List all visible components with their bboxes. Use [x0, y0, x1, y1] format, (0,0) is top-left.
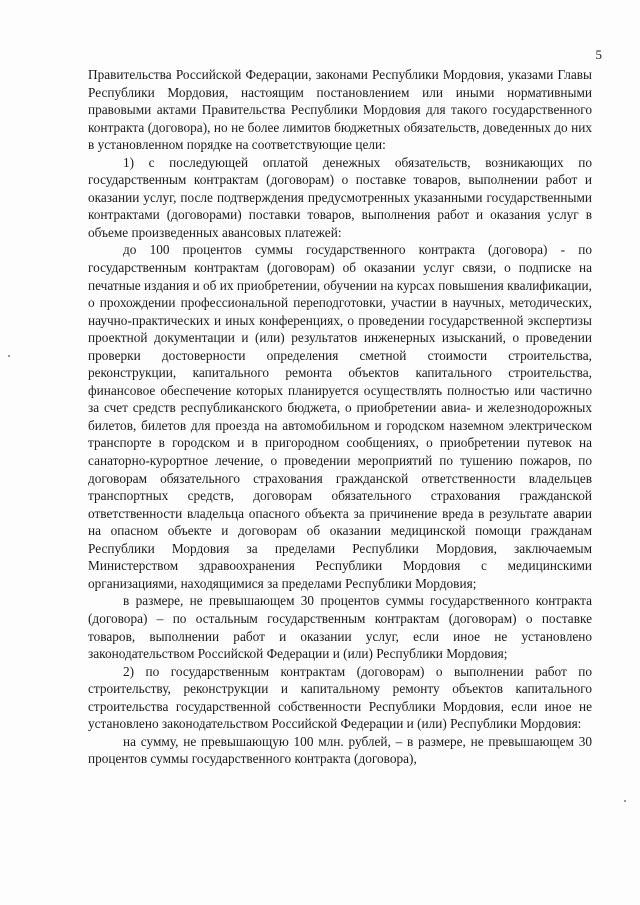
document-body: [88, 66, 592, 768]
page-number: 5: [595, 47, 602, 62]
paragraph-item-2: 2) по государственным контрактам (договорам) о выполнении работ по строительству, реконструкции и капитальному ремонту объектов капитального строительства государственной собственности Республики Мордовия, если иное не установлено законодательством Российской Федерации и (или) Республики Мордовия:: [88, 663, 592, 732]
paragraph-up-to-100-percent: до 100 процентов суммы государственного контракта (договора) - по государственным контрактам (договорам) об оказании услуг связи, о подписке на печатные издания и об их приобретении, обучении на курсах повышения квалификации, о прохождении профессиональной переподготовки, участии в научных, методических, научно-практических и иных конференциях, о проведении государственной экспертизы проектной документации и (или) результатов инженерных изысканий, о проведении проверки достоверности определения сметной стоимости строительства, реконструкции, капитального ремонта объектов капитального строительства, финансовое обеспечение которых планируется осуществлять полностью или частично за счет средств республиканского бюджета, о приобретении авиа- и железнодорожных билетов, билетов для проезда на автомобильном и городском наземном электрическом транспорте в городском и в пригородном сообщениях, о приобретении путевок на санаторно-курортное лечение, о проведении мероприятий по тушению пожаров, по договорам обязательного страхования гражданской ответственности владельцев транспортных средств, договорам обязательного страхования гражданской ответственности владельца опасного объекта за причинение вреда в результате аварии на опасном объекте и договорам об оказании медицинской помощи гражданам Республики Мордовия за пределами Республики Мордовия, заключаемым Министерством здравоохранения Республики Мордовия с медицинскими организациями, находящимися за пределами Республики Мордовия;: [88, 242, 592, 591]
scan-speck: [8, 355, 10, 357]
paragraph-up-to-30-percent: в размере, не превышающем 30 процентов суммы государственного контракта (договора) – по остальным государственным контрактам (договорам) о поставке товаров, выполнении работ и оказании услуг, если иное не установлено законодательством Российской Федерации и (или) Республики Мордовия;: [88, 593, 592, 662]
scan-speck: [624, 800, 626, 802]
paragraph-item-1: 1) с последующей оплатой денежных обязательств, возникающих по государственным контрактам (договорам) о поставке товаров, выполнении работ и оказании услуг, после подтверждения предусмотренных указанными государственными контрактами (договорами) поставки товаров, выполнения работ и оказания услуг в объеме произведенных авансовых платежей:: [88, 154, 592, 240]
paragraph-continuation: Правительства Российской Федерации, законами Республики Мордовия, указами Главы Республики Мордовия, настоящим постановлением или иными нормативными правовыми актами Правительства Республики Мордовия для такого государственного контракта (договора), но не более лимитов бюджетных обязательств, доведенных до них в установленном порядке на соответствующие цели:: [88, 67, 592, 153]
paragraph-up-to-100-million: на сумму, не превышающую 100 млн. рублей, – в размере, не превышающем 30 процентов суммы государственного контракта (договора),: [88, 733, 592, 767]
